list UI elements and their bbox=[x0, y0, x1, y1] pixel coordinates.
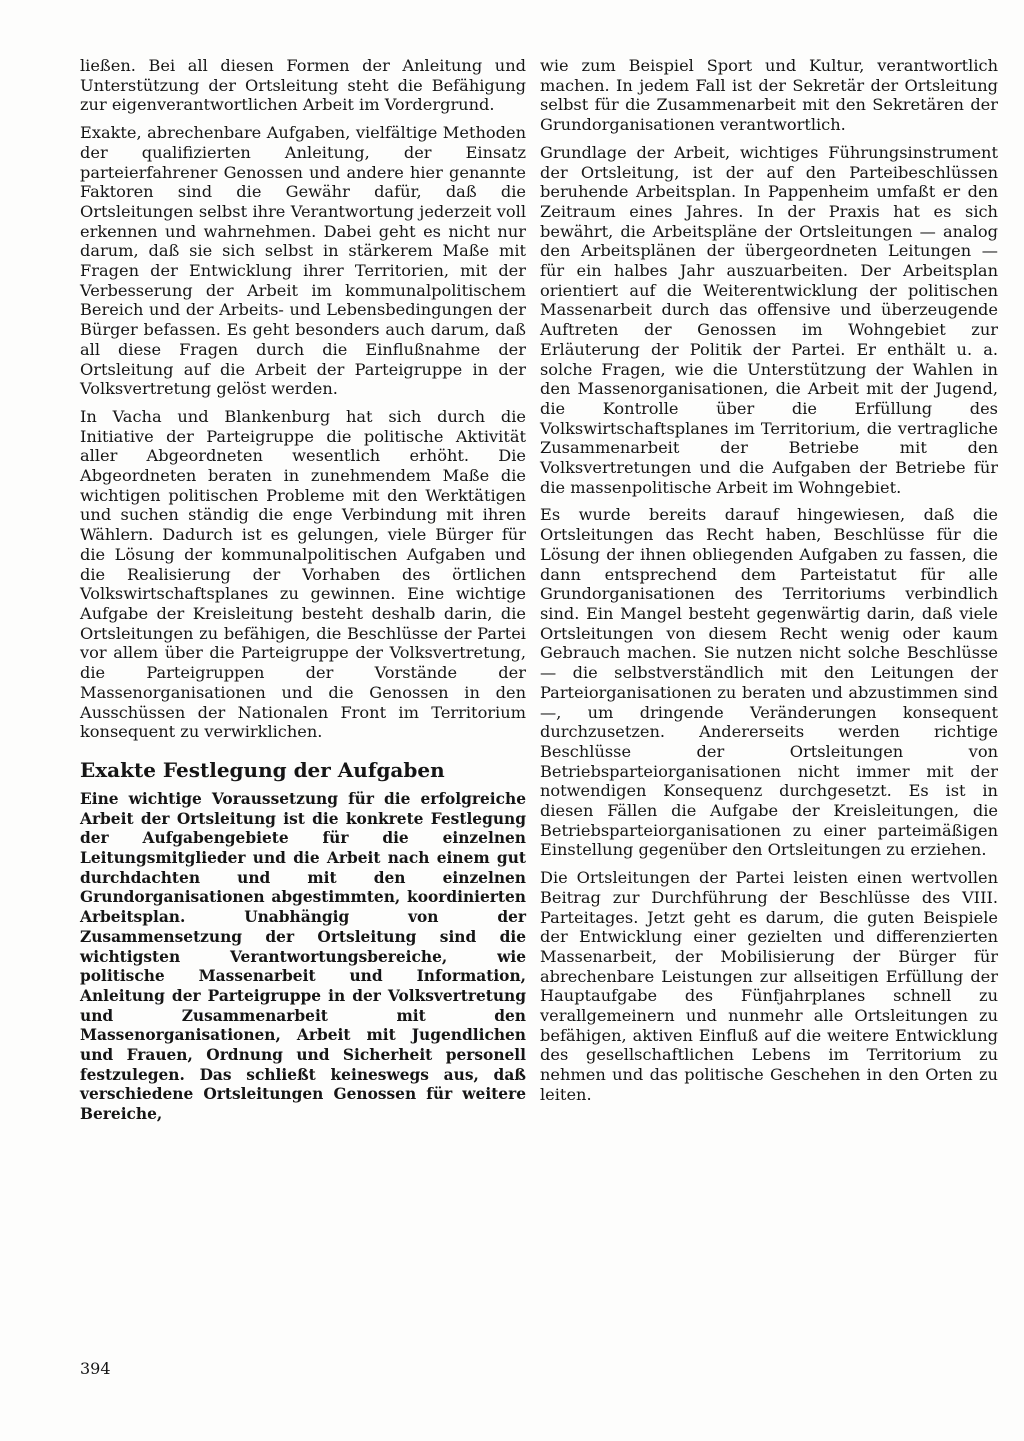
right-paragraph-2: Grundlage der Arbeit, wichtiges Führungsinstrument der Ortsleitung, ist der auf den Parteibeschlüssen beruhende Arbeitsplan. In Pappenheim umfaßt er den Zeitraum eines Jahres. In der Praxis hat es sich bewährt, die Arbeitspläne der Ortsleitungen — analog den Arbeitsplänen der übergeordneten Leitungen — für ein halbes Jahr auszuarbeiten. Der Arbeitsplan orientiert auf die Weiterentwicklung der politischen Massenarbeit durch das offensive und überzeugende Auftreten der Genossen im Wohngebiet zur Erläuterung der Politik der Partei. Er enthält u. a. solche Fragen, wie die Unterstützung der Wahlen in den Massenorganisationen, die Arbeit mit der Jugend, die Kontrolle über die Erfüllung des Volkswirtschaftsplanes im Territorium, die vertragliche Zusammenarbeit der Betriebe mit den Volksvertretungen und die Aufgaben der Betriebe für die massenpolitische Arbeit im Wohngebiet. bbox=[540, 142, 998, 497]
right-paragraph-3: Es wurde bereits darauf hingewiesen, daß die Ortsleitungen das Recht haben, Beschlüsse für die Lösung der ihnen obliegenden Aufgaben zu fassen, die dann entsprechend dem Parteistatut für alle Grundorganisationen des Territoriums verbindlich sind. Ein Mangel besteht gegenwärtig darin, daß viele Ortsleitungen von diesem Recht wenig oder kaum Gebrauch machen. Sie nutzen nicht solche Beschlüsse — die selbstverständlich mit den Leitungen der Parteiorganisationen zu beraten und abzustimmen sind —, um dringende Veränderungen konsequent durchzusetzen. Andererseits werden richtige Beschlüsse der Ortsleitungen von Betriebsparteiorganisationen nicht immer mit der notwendigen Konsequenz durchgesetzt. Es ist in diesen Fällen die Aufgabe der Kreisleitungen, die Betriebsparteiorganisationen zu einer parteimäßigen Einstellung gegenüber den Ortsleitungen zu erziehen. bbox=[540, 505, 998, 860]
left-paragraph-2: Exakte, abrechenbare Aufgaben, vielfältige Methoden der qualifizierten Anleitung, der Einsatz parteierfahrener Genossen und andere hier genannte Faktoren sind die Gewähr dafür, daß die Ortsleitungen selbst ihre Verantwortung jederzeit voll erkennen und wahrnehmen. Dabei geht es nicht nur darum, daß sie sich selbst in stärkerem Maße mit Fragen der Entwicklung ihrer Territorien, mit der Verbesserung der Arbeit im kommunalpolitischem Bereich und der Arbeits- und Lebensbedingungen der Bürger befassen. Es geht besonders auch darum, daß all diese Fragen durch die Einflußnahme der Ortsleitung auf die Arbeit der Parteigruppe in der Volksvertretung gelöst werden. bbox=[80, 123, 526, 399]
right-paragraph-1: wie zum Beispiel Sport und Kultur, verantwortlich machen. In jedem Fall ist der Sekretär der Ortsleitung selbst für die Zusammenarbeit mit den Sekretären der Grundorganisationen verantwortlich. bbox=[540, 56, 998, 135]
section-heading: Exakte Festlegung der Aufgaben bbox=[80, 757, 445, 782]
right-column bbox=[540, 56, 998, 1113]
right-paragraph-4: Die Ortsleitungen der Partei leisten einen wertvollen Beitrag zur Durchführung der Beschlüsse des VIII. Parteitages. Jetzt geht es darum, die guten Beispiele der Entwicklung einer gezielten und differenzierten Massenarbeit, der Mobilisierung der Bürger für abrechenbare Leistungen zur allseitigen Erfüllung der Hauptaufgabe des Fünfjahrplanes schnell zu verallgemeinern und nunmehr alle Ortsleitungen zu befähigen, aktiven Einfluß auf die weitere Entwicklung des gesellschaftlichen Lebens im Territorium zu nehmen und das politische Geschehen in den Orten zu leiten. bbox=[540, 868, 998, 1104]
left-column bbox=[80, 56, 526, 1133]
page-number: 394 bbox=[80, 1359, 111, 1378]
left-paragraph-3: In Vacha und Blankenburg hat sich durch die Initiative der Parteigruppe die politische Aktivität aller Abgeordneten wesentlich erhöht. Die Abgeordneten beraten in zunehmendem Maße die wichtigen politischen Probleme mit den Werktätigen und suchen ständig die enge Verbindung mit ihren Wählern. Dadurch ist es gelungen, viele Bürger für die Lösung der kommunalpolitischen Aufgaben und die Realisierung der Vorhaben des örtlichen Volkswirtschaftsplanes zu gewinnen. Eine wichtige Aufgabe der Kreisleitung besteht deshalb darin, die Ortsleitungen zu befähigen, die Beschlüsse der Partei vor allem über die Parteigruppe der Volksvertretung, die Parteigruppen der Vorstände der Massenorganisationen und die Genossen in den Ausschüssen der Nationalen Front im Territorium konsequent zu verwirklichen. bbox=[80, 406, 526, 742]
left-paragraph-1: ließen. Bei all diesen Formen der Anleitung und Unterstützung der Ortsleitung steht die Befähigung zur eigenverantwortlichen Arbeit im Vordergrund. bbox=[80, 56, 526, 115]
left-paragraph-4: Eine wichtige Voraussetzung für die erfolgreiche Arbeit der Ortsleitung ist die konkrete Festlegung der Aufgabengebiete für die einzelnen Leitungsmitglieder und die Arbeit nach einem gut durchdachten und mit den einzelnen Grundorganisationen abgestimmten, koordinierten Arbeitsplan. Unabhängig von der Zusammensetzung der Ortsleitung sind die wichtigsten Verantwortungsbereiche, wie politische Massenarbeit und Information, Anleitung der Parteigruppe in der Volksvertretung und Zusammenarbeit mit den Massenorganisationen, Arbeit mit Jugendlichen und Frauen, Ordnung und Sicherheit personell festzulegen. Das schließt keineswegs aus, daß verschiedene Ortsleitungen Genossen für weitere Bereiche, bbox=[80, 789, 526, 1124]
